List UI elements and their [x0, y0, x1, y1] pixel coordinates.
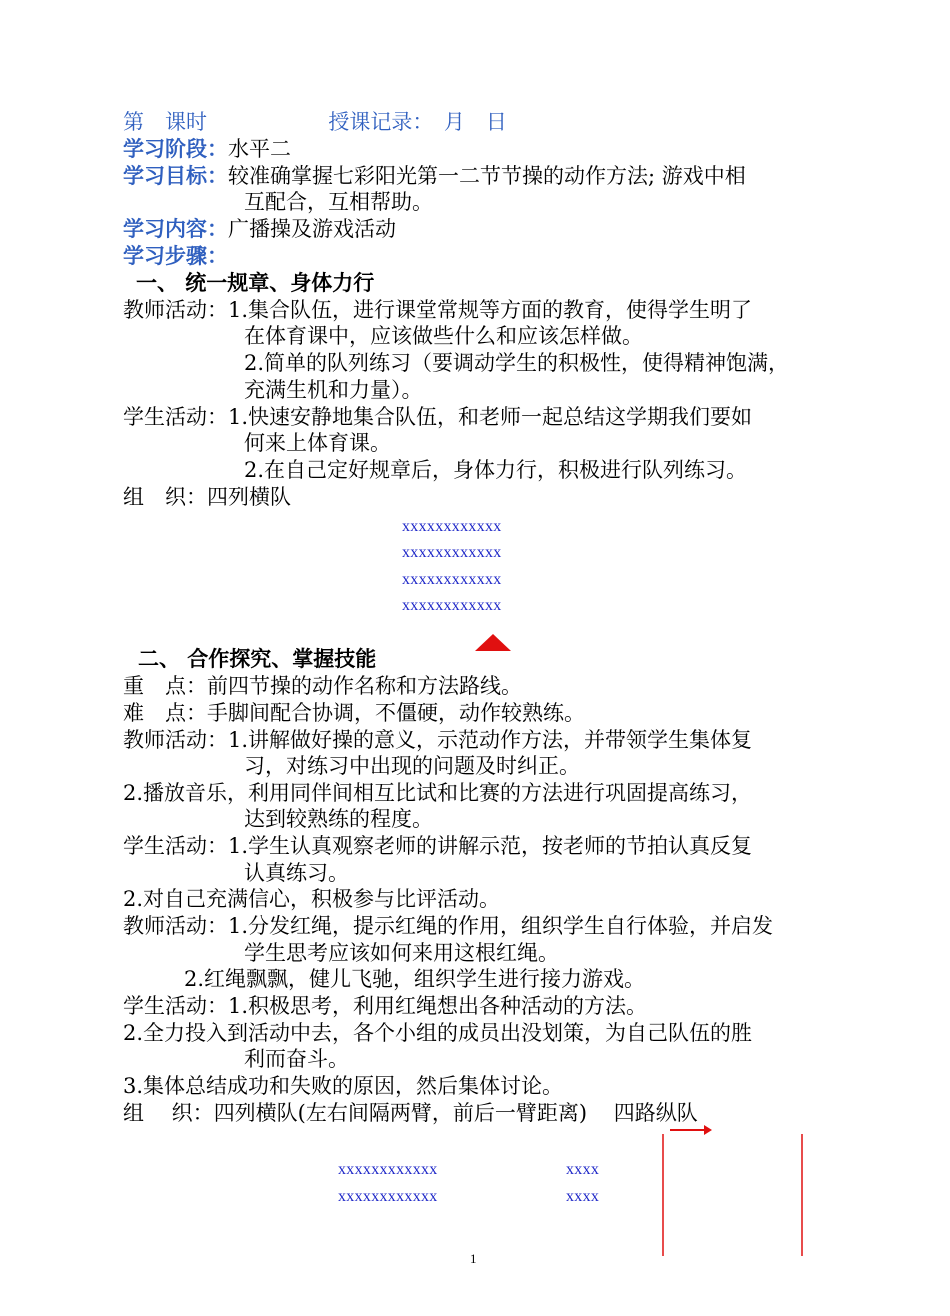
lesson-label: 第 课时 — [123, 110, 207, 134]
s1-teacher-line-4: 充满生机和力量）。 — [244, 378, 423, 402]
key-point-label: 重 点： — [123, 674, 207, 698]
s2-student2-line-2: 2.全力投入到活动中去，各个小组的成员出没划策，为自己队伍的胜 — [123, 1021, 753, 1045]
steps-label: 学习步骤： — [123, 243, 228, 268]
s2-org-value: 四列横队(左右间隔两臂，前后一臂距离) — [213, 1101, 588, 1125]
formation-row: xxxxxxxxxxxx — [402, 544, 502, 561]
s2-teacher-text: 1.讲解做好操的意义，示范动作方法，并带领学生集体复 — [228, 728, 753, 752]
formation-row: xxxxxxxxxxxx — [402, 597, 502, 614]
s2-org-label: 组 织： — [123, 1101, 214, 1125]
goal-label: 学习目标： — [123, 163, 228, 188]
s2-org-value2: 四路纵队 — [613, 1101, 698, 1125]
record-label: 授课记录： 月 日 — [328, 110, 507, 134]
teacher-position-triangle-icon — [474, 634, 512, 652]
s2-student2-line-1 — [123, 993, 647, 1019]
lesson-header — [123, 109, 507, 135]
s2-student-line-3: 2.对自己充满信心，积极参与比评活动。 — [123, 887, 501, 911]
stage-value: 水平二 — [228, 137, 291, 161]
s2-teacher2-label: 教师活动： — [123, 914, 228, 938]
formation-row: xxxxxxxxxxxx — [402, 518, 502, 535]
s2-student2-text: 1.积极思考，利用红绳想出各种活动的方法。 — [228, 994, 648, 1018]
difficulty-line — [123, 700, 585, 726]
s1-student-line-1 — [123, 404, 752, 430]
s1-teacher-line-2: 在体育课中，应该做些什么和应该怎样做。 — [244, 324, 643, 348]
relay-lane-line-right — [800, 1134, 804, 1256]
formation-row: xxxxxxxxxxxx — [338, 1188, 438, 1205]
s1-org-value: 四列横队 — [207, 485, 291, 509]
s2-org-line — [123, 1100, 698, 1126]
s2-student-label: 学生活动： — [123, 834, 228, 858]
s2-teacher-label: 教师活动： — [123, 728, 228, 752]
section2-heading: 二、 合作探究、掌握技能 — [138, 646, 377, 671]
formation-row: xxxxxxxxxxxx — [402, 571, 502, 588]
difficulty-label: 难 点： — [123, 701, 207, 725]
s2-teacher-line-2: 习，对练习中出现的问题及时纠正。 — [244, 754, 580, 778]
content-line — [123, 216, 396, 242]
s2-student2-line-3: 利而奋斗。 — [244, 1047, 349, 1071]
stage-label: 学习阶段： — [123, 136, 228, 161]
content-value: 广播操及游戏活动 — [228, 217, 396, 241]
stage-line — [123, 136, 291, 162]
section1-heading: 一、 统一规章、身体力行 — [136, 270, 375, 295]
s2-teacher2-text: 1.分发红绳，提示红绳的作用，组织学生自行体验，并启发 — [228, 914, 774, 938]
column-row: xxxx — [566, 1188, 600, 1205]
goal-text-1: 较准确掌握七彩阳光第一二节节操的动作方法; 游戏中相 — [228, 164, 746, 188]
goal-line — [123, 163, 746, 189]
key-point-value: 前四节操的动作名称和方法路线。 — [207, 674, 522, 698]
s2-student2-line-4: 3.集体总结成功和失败的原因，然后集体讨论。 — [123, 1074, 564, 1098]
s2-teacher-line-4: 达到较熟练的程度。 — [244, 807, 433, 831]
s2-student-line-1 — [123, 833, 752, 859]
difficulty-value: 手脚间配合协调，不僵硬，动作较熟练。 — [207, 701, 585, 725]
s2-teacher2-line-1 — [123, 913, 773, 939]
s2-teacher-line-1 — [123, 727, 752, 753]
formation-row: xxxxxxxxxxxx — [338, 1161, 438, 1178]
s2-student-line-2: 认真练习。 — [244, 861, 349, 885]
s1-teacher-line-1 — [123, 297, 752, 323]
s2-teacher2-line-2: 学生思考应该如何来用这根红绳。 — [244, 941, 559, 965]
s1-org-line — [123, 484, 291, 510]
s1-student-line-2: 何来上体育课。 — [244, 431, 391, 455]
s1-student-text: 1.快速安静地集合队伍，和老师一起总结这学期我们要如 — [228, 405, 753, 429]
s1-org-label: 组 织： — [123, 485, 207, 509]
column-row: xxxx — [566, 1161, 600, 1178]
goal-text-2: 互配合，互相帮助。 — [244, 190, 433, 214]
s2-student2-label: 学生活动： — [123, 994, 228, 1018]
s2-student-text: 1.学生认真观察老师的讲解示范，按老师的节拍认真反复 — [228, 834, 753, 858]
direction-arrow-icon — [670, 1124, 712, 1136]
s1-teacher-line-3: 2.简单的队列练习（要调动学生的积极性，使得精神饱满， — [244, 351, 790, 375]
s2-teacher2-line-3: 2.红绳飘飘，健儿飞驰，组织学生进行接力游戏。 — [184, 967, 646, 991]
s2-teacher-line-3: 2.播放音乐，利用同伴间相互比试和比赛的方法进行巩固提高练习， — [123, 781, 753, 805]
s1-student-line-3: 2.在自己定好规章后，身体力行，积极进行队列练习。 — [244, 458, 748, 482]
content-label: 学习内容： — [123, 216, 228, 241]
s1-teacher-label: 教师活动： — [123, 298, 228, 322]
relay-lane-line-left — [661, 1134, 665, 1256]
s1-teacher-text: 1.集合队伍，进行课堂常规等方面的教育，使得学生明了 — [228, 298, 753, 322]
key-point-line — [123, 673, 522, 699]
s1-student-label: 学生活动： — [123, 405, 228, 429]
page-number: 1 — [470, 1251, 477, 1266]
